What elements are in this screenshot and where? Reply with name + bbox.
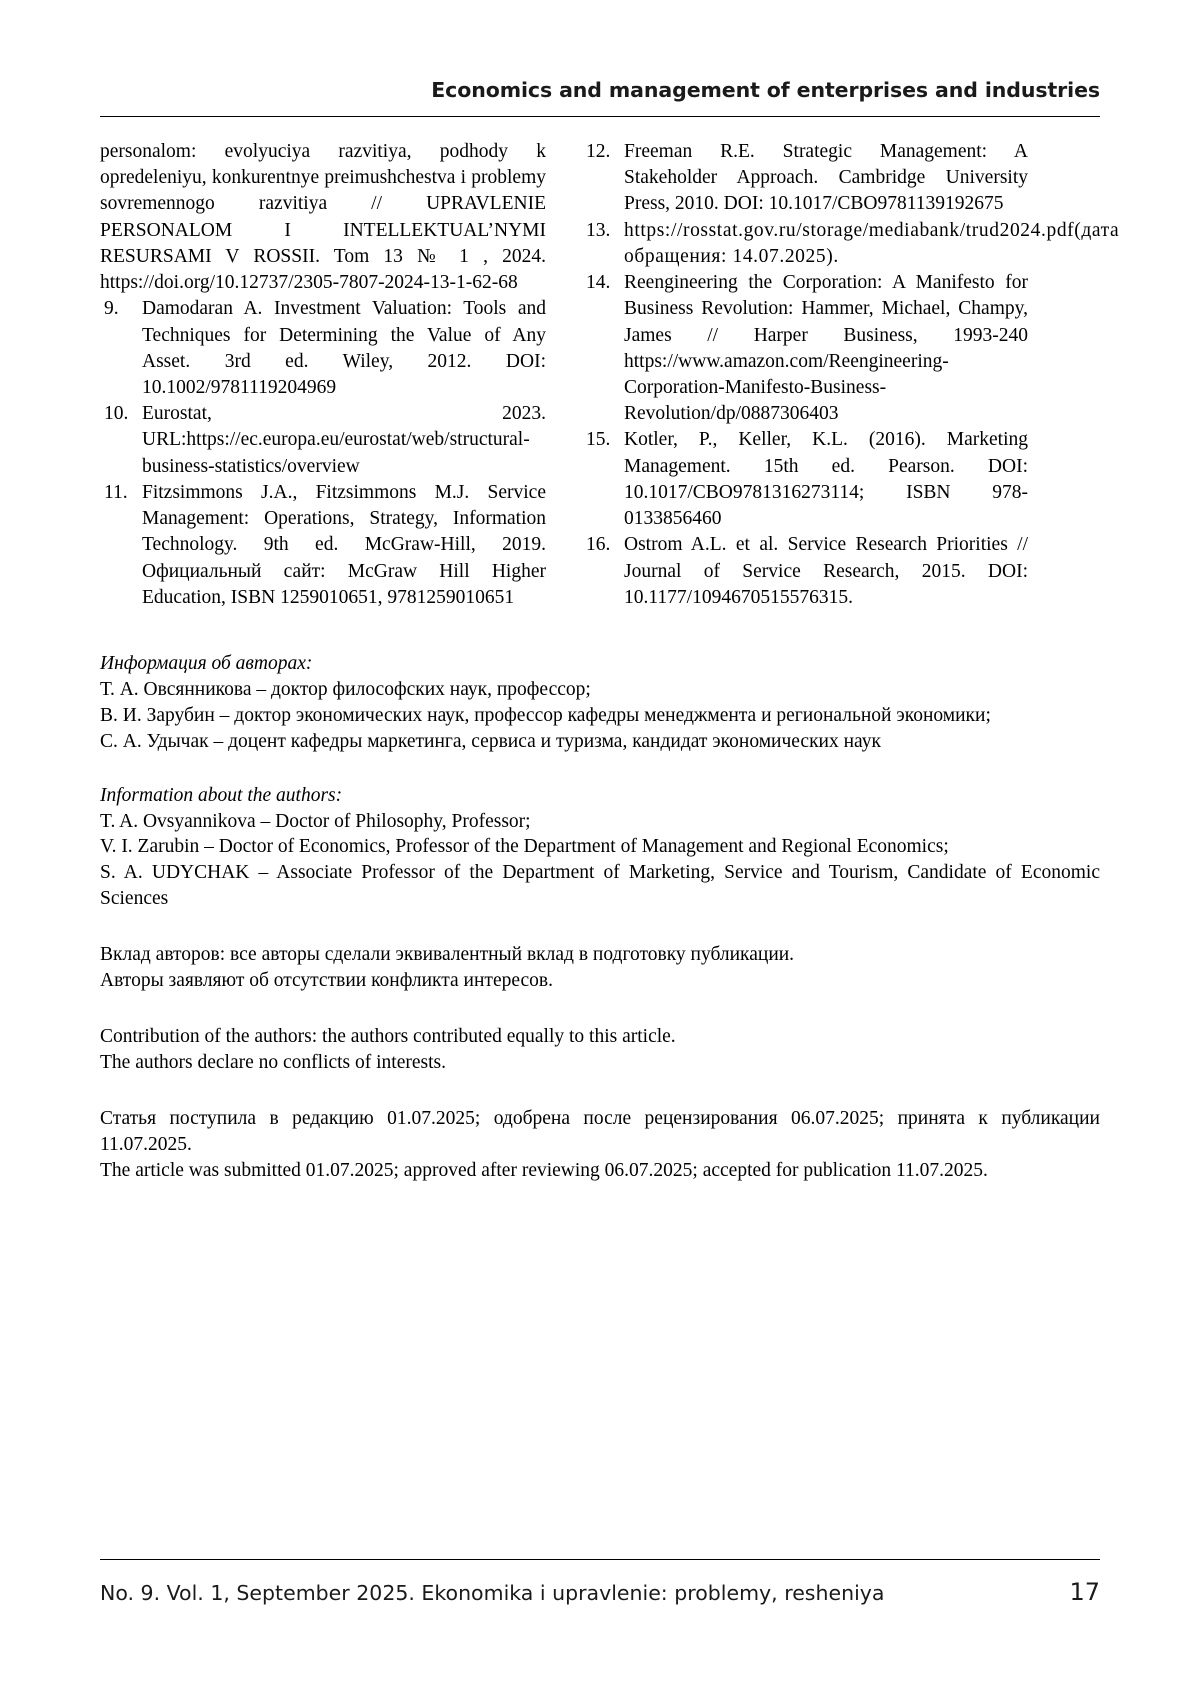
author-line: T. A. Ovsyannikova – Doctor of Philosophy, Professor; (100, 810, 531, 832)
references-column-left (100, 139, 546, 611)
page-footer (100, 1559, 1100, 1606)
references-section (100, 139, 1120, 611)
reference-item (100, 401, 546, 480)
submission-dates-ru: Статья поступила в редакцию 01.07.2025; одобрена после рецензирования 06.07.2025; принята к публикации 11.07.2025. (100, 1107, 1100, 1155)
reference-item (582, 218, 1120, 270)
reference-item (582, 532, 1028, 611)
reference-text: https://rosstat.gov.ru/storage/mediabank/trud2024.pdf(дата обращения: 14.07.2025). (624, 219, 1120, 267)
reference-number: 16. (586, 534, 611, 556)
reference-item (582, 270, 1028, 427)
author-line: S. A. UDYCHAK – Associate Professor of the Department of Marketing, Service and Tourism, Candidate of Economic Sciences (100, 862, 1100, 910)
reference-text: Ostrom A.L. et al. Service Research Priorities // Journal of Service Research, 2015. DOI: 10.1177/1094670515576315. (624, 534, 1028, 608)
reference-text: Kotler, P., Keller, K.L. (2016). Marketing Management. 15th ed. Pearson. DOI: 10.1017/CBO9781316273114; ISBN 978-0133856460 (624, 429, 1028, 530)
author-line: В. И. Зарубин – доктор экономических наук, профессор кафедры менеджмента и региональной экономики; (100, 704, 991, 726)
contribution-ru (100, 942, 1100, 994)
reference-number: 13. (586, 219, 611, 241)
reference-text: Freeman R.E. Strategic Management: A Stakeholder Approach. Cambridge University Press, 2010. DOI: 10.1017/CBO9781139192675 (624, 141, 1028, 215)
contribution-line: The authors declare no conflicts of interests. (100, 1052, 447, 1073)
author-line: Т. А. Овсянникова – доктор философских наук, профессор; (100, 678, 591, 700)
footer-row (100, 1578, 1100, 1606)
author-line: С. А. Удычак – доцент кафедры маркетинга, сервиса и туризма, кандидат экономических наук (100, 730, 881, 752)
reference-number: 15. (586, 429, 611, 451)
contribution-line: Авторы заявляют об отсутствии конфликта интересов. (100, 970, 553, 992)
reference-number: 11. (104, 481, 128, 503)
author-line: V. I. Zarubin – Doctor of Economics, Professor of the Department of Management and Regional Economics; (100, 836, 949, 858)
reference-number: 9. (104, 298, 119, 320)
reference-text: personalom: evolyuciya razvitiya, podhody k opredeleniyu, konkurentnye preimushchestva i problemy sovremennogo razvitiya // UPRAVLENIE PERSONALOM I INTELLEKTUAL’NYMI RESURSAMI V ROSSII. Tom 13 № 1 , 2024. https://doi.org/10.12737/2305-7807-2024-13-1-62-68 (100, 141, 546, 294)
page-number: 17 (1069, 1578, 1100, 1606)
reference-item (100, 139, 546, 296)
reference-text: Fitzsimmons J.A., Fitzsimmons M.J. Service Management: Operations, Strategy, Information Technology. 9th ed. McGraw-Hill, 2019. Официальный сайт: McGraw Hill Higher Education, ISBN 1259010651, 9781259010651 (142, 481, 546, 608)
footer-divider (100, 1559, 1100, 1560)
reference-item (582, 427, 1028, 532)
authors-info-en (100, 783, 1100, 913)
reference-text: Damodaran A. Investment Valuation: Tools and Techniques for Determining the Value of Any Asset. 3rd ed. Wiley, 2012. DOI: 10.1002/9781119204969 (142, 298, 546, 398)
reference-text: Reengineering the Corporation: A Manifesto for Business Revolution: Hammer, Michael, Champy, James // Harper Business, 1993-240 https://www.amazon.com/Reengineering-Corporation-Manifesto-Business-Revolution/dp/0887306403 (624, 272, 1028, 425)
reference-number: 10. (104, 403, 129, 425)
reference-number: 12. (586, 141, 611, 162)
authors-info-ru (100, 651, 1100, 755)
footer-issue-line: No. 9. Vol. 1, September 2025. Ekonomika i upravlenie: problemy, resheniya (100, 1581, 885, 1605)
contribution-line: Вклад авторов: все авторы сделали эквивалентный вклад в подготовку публикации. (100, 944, 795, 966)
reference-item (100, 296, 546, 401)
reference-text: Eurostat, 2023. URL:https://ec.europa.eu/eurostat/web/structural-business-statistics/overview (142, 403, 546, 477)
submission-dates-en: The article was submitted 01.07.2025; approved after reviewing 06.07.2025; accepted for publication 11.07.2025. (100, 1159, 988, 1181)
contribution-en (100, 1024, 1100, 1076)
running-head: Economics and management of enterprises and industries (431, 78, 1100, 102)
authors-info-en-heading: Information about the authors: (100, 784, 343, 806)
reference-number: 14. (586, 272, 611, 294)
authors-info-ru-heading: Информация об авторах: (100, 652, 313, 674)
reference-item (582, 139, 1028, 218)
submission-dates (100, 1106, 1100, 1184)
header-divider (100, 116, 1100, 117)
reference-item (100, 480, 546, 611)
references-column-right (582, 139, 1120, 611)
contribution-line: Contribution of the authors: the authors contributed equally to this article. (100, 1026, 676, 1048)
